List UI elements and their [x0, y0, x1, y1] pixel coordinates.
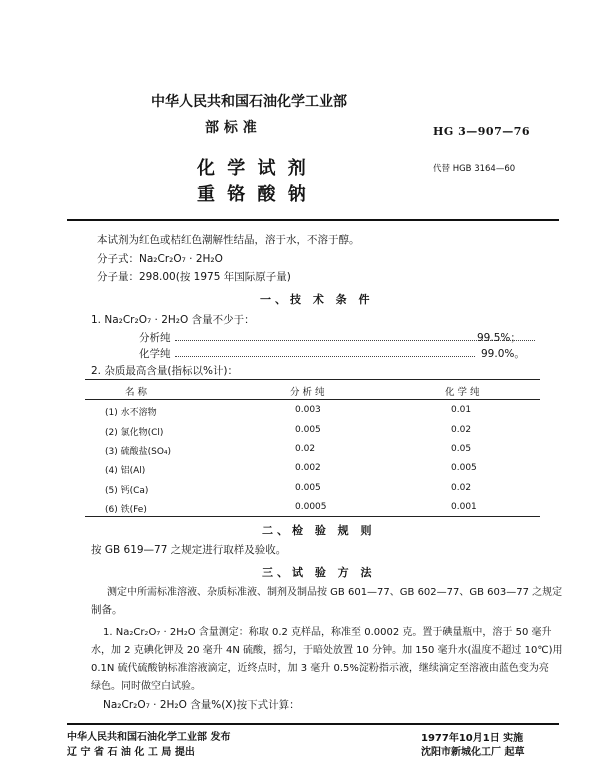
description: 本试剂为红色或桔红色潮解性结晶，溶于水，不溶于醇。: [97, 234, 360, 246]
table-row: [85, 425, 540, 445]
analytical-value: 0.02: [295, 444, 316, 454]
inspection-rules-text: 按 GB 619—77 之规定进行取样及验收。: [91, 544, 287, 556]
table-row: [85, 444, 540, 464]
assay-paragraph-line1: 1. Na₂Cr₂O₇ · 2H₂O 含量测定：称取 0.2 克样品，称准至 0.0002 克。置于碘量瓶中，溶于 50 毫升: [103, 627, 552, 638]
effective-date: 1977年10月1日 实施: [421, 733, 524, 744]
grade-value-analytical: 99.5%；: [477, 332, 521, 344]
ministry-name: 中华人民共和国石油化学工业部: [151, 94, 347, 110]
table-header-name: 名 称: [125, 387, 148, 398]
standard-type: 部 标 准: [205, 120, 257, 136]
proposer: 辽 宁 省 石 油 化 工 局 提出: [67, 747, 195, 758]
table-header-analytical: 分 析 纯: [290, 387, 325, 398]
chemical-value: 0.001: [451, 502, 477, 512]
chemical-value: 0.02: [451, 425, 472, 435]
test-methods-intro-line1: 测定中所需标准溶液、杂质标准液、制剂及制品按 GB 601—77、GB 602—77、GB 603—77 之规定: [107, 587, 563, 598]
table-header-row: [85, 384, 540, 404]
table-top-rule: [85, 379, 540, 380]
table-header-chemical: 化 学 纯: [445, 387, 480, 398]
impurity-name: (1) 水不溶物: [105, 408, 157, 418]
publisher: 中华人民共和国石油化学工业部 发布: [67, 732, 231, 743]
impurity-name: (5) 钙(Ca): [105, 486, 149, 496]
molecular-weight: 分子量：298.00(按 1975 年国际原子量): [97, 271, 291, 283]
analytical-value: 0.005: [295, 425, 321, 435]
analytical-value: 0.005: [295, 483, 321, 493]
molecular-formula: 分子式：Na₂Cr₂O₇ · 2H₂O: [97, 253, 223, 265]
section-inspection-rules-title: 二、检 验 规 则: [262, 524, 376, 537]
table-row: [85, 502, 540, 522]
analytical-value: 0.0005: [295, 502, 327, 512]
table-row: [85, 463, 540, 483]
assay-paragraph-line4: 绿色。同时做空白试验。: [91, 681, 201, 692]
formula-intro: Na₂Cr₂O₇ · 2H₂O 含量%(X)按下式计算：: [103, 699, 300, 711]
chemical-value: 0.01: [451, 405, 472, 415]
standard-code: HG 3—907—76: [433, 125, 531, 138]
test-methods-intro-line2: 制备。: [91, 604, 123, 616]
table-header-rule: [85, 399, 540, 400]
title-line-2: 重 铬 酸 钠: [197, 184, 309, 205]
grade-name-analytical: 分析纯: [139, 332, 171, 344]
grade-value-chemical: 99.0%。: [481, 348, 525, 360]
chemical-value: 0.02: [451, 483, 472, 493]
grade-name-chemical: 化学纯: [139, 348, 171, 360]
chemical-value: 0.05: [451, 444, 472, 454]
title-line-1: 化 学 试 剂: [197, 158, 309, 179]
assay-paragraph-line3: 0.1N 硫代硫酸钠标准溶液滴定，近终点时，加 3 毫升 0.5%淀粉指示液，继续滴定至溶液由蓝色变为亮: [91, 663, 549, 674]
header-rule: [67, 219, 559, 221]
footer-rule: [67, 723, 559, 725]
impurity-name: (6) 铁(Fe): [105, 505, 147, 515]
table-row: [85, 483, 540, 503]
table-bottom-rule: [85, 516, 540, 517]
section-technical-conditions-title: 一、技 术 条 件: [260, 293, 374, 306]
replaces-note: 代替 HGB 3164—60: [433, 164, 516, 174]
assay-paragraph-line2: 水，加 2 克碘化钾及 20 毫升 4N 硫酸，摇匀，于暗处放置 10 分钟。加 150 毫升水(温度不超过 10℃)用: [91, 645, 563, 656]
impurity-requirement: 2. 杂质最高含量(指标以%计)：: [91, 365, 239, 377]
chemical-value: 0.005: [451, 463, 477, 473]
impurity-name: (2) 氯化物(Cl): [105, 428, 164, 438]
impurity-name: (3) 硫酸盐(SO₄): [105, 447, 172, 457]
impurity-name: (4) 铝(Al): [105, 466, 146, 476]
leader-dots: [175, 356, 475, 357]
section-test-methods-title: 三、试 验 方 法: [262, 566, 376, 579]
analytical-value: 0.002: [295, 463, 321, 473]
table-row: [85, 405, 540, 425]
content-requirement: 1. Na₂Cr₂O₇ · 2H₂O 含量不少于：: [91, 314, 255, 326]
analytical-value: 0.003: [295, 405, 321, 415]
drafter: 沈阳市新城化工厂 起草: [421, 747, 525, 758]
